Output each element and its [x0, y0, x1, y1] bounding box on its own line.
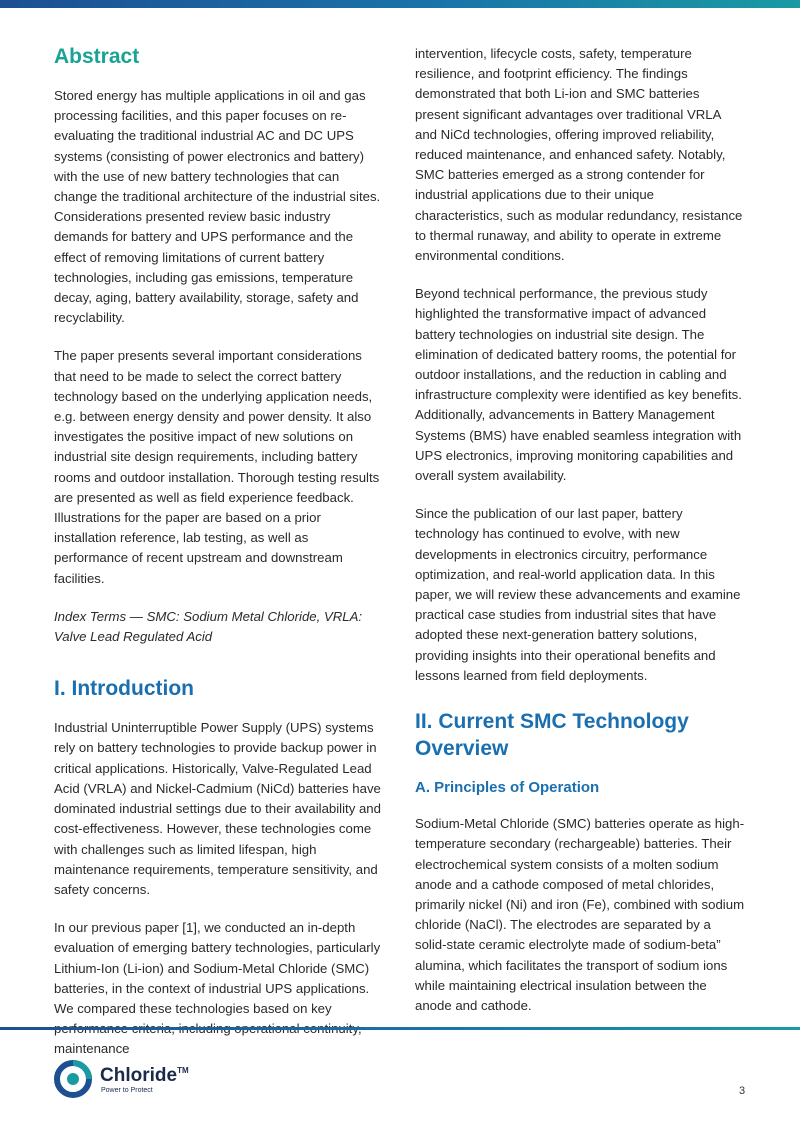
bottom-accent-bar — [0, 1027, 800, 1030]
introduction-paragraph-2-continued: intervention, lifecycle costs, safety, temperature resilience, and footprint efficiency. The findings demonstrated that both Li-ion and SMC batteries present significant advantages over traditional VRLA and NiCd technologies, offering improved reliability, reduced maintenance, and enhanced safety. Notably, SMC batteries emerged as a strong contender for industrial applications due to their unique characteristics, such as modular redundancy, resistance to thermal runaway, and ability to operate in extreme environmental conditions. — [415, 46, 743, 264]
abstract-heading: Abstract — [54, 45, 140, 68]
left-column — [54, 44, 386, 1078]
introduction-paragraph-4: Since the publication of our last paper, battery technology has continued to evolve, with new developments in electronics circuitry, performance optimization, and real-world application data. In this paper, we will review these advancements and examine practical case studies from industrial sites that have adopted these next-generation battery solutions, providing insights into their operational benefits and lessons learned from field deployments. — [415, 506, 741, 683]
logo-tagline: Power to Protect — [101, 1087, 153, 1094]
logo-wordmark: Chloride™ — [100, 1065, 189, 1086]
chloride-logo-mark-icon — [54, 1060, 92, 1098]
abstract-paragraph-1: Stored energy has multiple applications in oil and gas processing facilities, and this paper focuses on re-evaluating the traditional industrial AC and DC UPS systems (consisting of power electronics and battery) with the use of new battery technologies that can change the traditional architecture of the industrial sites. Considerations presented review basic industry demands for battery and UPS performance and the effect of removing limitations of current battery technologies, including gas emissions, temperature decay, aging, battery availability, storage, safety and recyclability. — [54, 88, 381, 326]
page-number: 3 — [739, 1085, 746, 1097]
introduction-paragraph-2-start: In our previous paper [1], we conducted an in-depth evaluation of emerging battery technologies, particularly Lithium-Ion (Li-ion) and Sodium-Metal Chloride (SMC) batteries, in the context of industrial UPS applications. We compared these technologies based on key maintenance — [54, 920, 381, 1057]
abstract-paragraph-2: The paper presents several important considerations that need to be made to select the correct battery technology based on the underlying application needs, e.g. between energy density and power density. It also investigates the positive impact of new solutions on industrial site design requirements, including battery rooms and outdoor installation. Thorough testing results are presented as well as field experience feedback. Illustrations for the paper are based on a prior installation reference, lab testing, as well as performance of recent upstream and downstream facilities. — [54, 348, 380, 586]
right-column — [415, 44, 745, 1034]
section2-paragraph-1: Sodium-Metal Chloride (SMC) batteries operate as high-temperature secondary (rechargeable) batteries. Their electrochemical system consists of a molten sodium anode and a cathode composed of metal chlorides, primarily nickel (Ni) and iron (Fe), combined with sodium chloride (NaCl). The electrodes are separated by a solid-state ceramic electrolyte made of sodium-beta” alumina, which facilitates the transport of sodium ions while maintaining electrical insulation between the anode and cathode. — [415, 816, 745, 1013]
chloride-logo — [54, 1060, 214, 1100]
section2-subheading: A. Principles of Operation — [415, 779, 600, 797]
introduction-heading: I. Introduction — [54, 677, 194, 701]
section2-heading: II. Current SMC Technology Overview — [415, 710, 689, 761]
index-terms: Index Terms — SMC: Sodium Metal Chloride, VRLA: Valve Lead Regulated Acid — [54, 608, 363, 645]
introduction-paragraph-3: Beyond technical performance, the previous study highlighted the transformative impact of advanced battery technologies on industrial site design. The elimination of dedicated battery rooms, the potential for outdoor installations, and the reduction in cabling and infrastructure complexity were identified as key benefits. Additionally, advancements in Battery Management Systems (BMS) have enabled seamless integration with UPS electronics, improving monitoring capabilities and overall system availability. — [415, 286, 742, 484]
top-accent-bar — [0, 0, 800, 8]
introduction-paragraph-1: Industrial Uninterruptible Power Supply (UPS) systems rely on battery technologies to provide backup power in critical applications. Historically, Valve-Regulated Lead Acid (VRLA) and Nickel-Cadmium (NiCd) batteries have dominated industrial settings due to their availability and cost-effectiveness. However, these technologies come with challenges such as limited lifespan, high maintenance requirements, temperature sensitivity, and safety concerns. — [54, 720, 381, 897]
